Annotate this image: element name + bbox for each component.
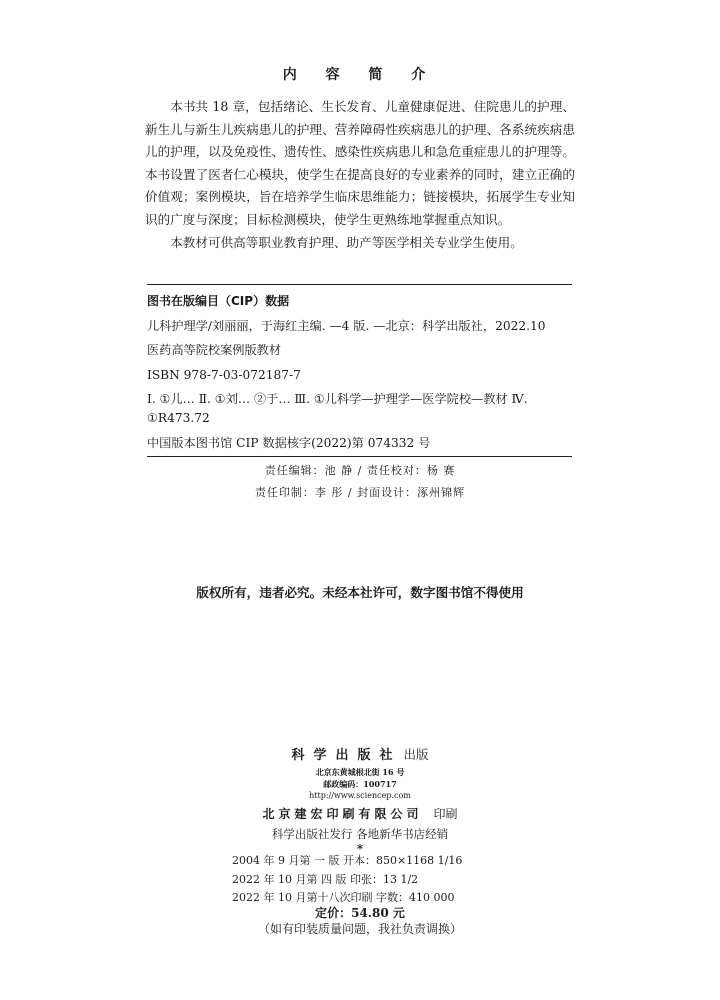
credits-production: 责任印制：李 彤 / 封面设计：涿州锦辉 — [254, 486, 466, 499]
cip-classification: Ⅰ. ①儿… Ⅱ. ①刘… ②于… Ⅲ. ①儿科学—护理学—医学院校—教材 Ⅳ. ①R473.72 — [147, 392, 528, 425]
cip-verification: 中国版本图书馆 CIP 数据核字(2022)第 074332 号 — [147, 436, 431, 450]
edition-line-2: 2022 年 10 月第 四 版 印张：13 1/2 — [232, 872, 419, 886]
edition-line-1: 2004 年 9 月第 一 版 开本：850×1168 1/16 — [232, 854, 463, 867]
printer-suffix: 印刷 — [433, 806, 458, 821]
copyright-notice: 版权所有，违者必究。未经本社许可，数字图书馆不得使用 — [196, 585, 524, 600]
cip-series: 医药高等院校案例版教材 — [147, 343, 282, 357]
summary-body — [145, 96, 575, 254]
printer-name: 北京建宏印刷有限公司 — [262, 806, 423, 821]
separator-star: * — [356, 841, 364, 856]
cip-entry: 儿科护理学/刘丽丽，于海红主编. —4 版. —北京：科学出版社，2022.10 — [147, 318, 546, 333]
edition-line-3: 2022 年 10 月第十八次印刷 字数：410 000 — [232, 891, 455, 904]
cip-block — [147, 289, 572, 456]
publisher-address: 北京东黄城根北街 16 号 — [315, 767, 405, 777]
cip-top-rule — [147, 284, 572, 285]
cip-bottom-rule — [147, 456, 572, 457]
price-line: 定价：54.80 元 — [315, 906, 405, 920]
cip-heading: 图书在版编目（CIP）数据 — [147, 294, 290, 308]
summary-title: 内 容 简 介 — [282, 67, 438, 83]
publisher-suffix: 出版 — [403, 747, 429, 762]
publisher-website: http://www.sciencep.com — [309, 791, 411, 800]
quality-note: （如有印装质量问题，我社负责调换） — [257, 922, 462, 936]
publisher-name: 科学出版社 — [291, 748, 402, 763]
cip-isbn: ISBN 978-7-03-072187-7 — [147, 367, 301, 382]
credits-block — [0, 460, 720, 504]
summary-paragraph-2: 本教材可供高等职业教育护理、助产等医学相关专业学生使用。 — [170, 234, 523, 250]
publisher-line — [0, 745, 720, 765]
imprint-block — [0, 745, 720, 854]
printer-line — [0, 803, 720, 824]
edition-lines — [232, 852, 462, 908]
publisher-postcode: 邮政编码：100717 — [323, 778, 397, 789]
credits-editors: 责任编辑：池 静 / 责任校对：杨 赛 — [264, 464, 456, 477]
distribution-line: 科学出版社发行 各地新华书店经销 — [271, 826, 449, 841]
summary-paragraph-1: 本书共 18 章，包括绪论、生长发育、儿童健康促进、住院患儿的护理、新生儿与新生儿疾病患儿的护理、营养障碍性疾病患儿的护理、各系统疾病患儿的护理，以及免疫性、遗传性、感染性疾病患儿和急危重症患儿的护理等。本书设置了医者仁心模块，使学生在提高良好的专业素养的同时，建立正确的价值观；案例模块，旨在培养学生临床思维能力；链接模块，拓展学生专业知识的广度与深度；目标检测模块，使学生更熟练地掌握重点知识。 — [145, 99, 575, 227]
